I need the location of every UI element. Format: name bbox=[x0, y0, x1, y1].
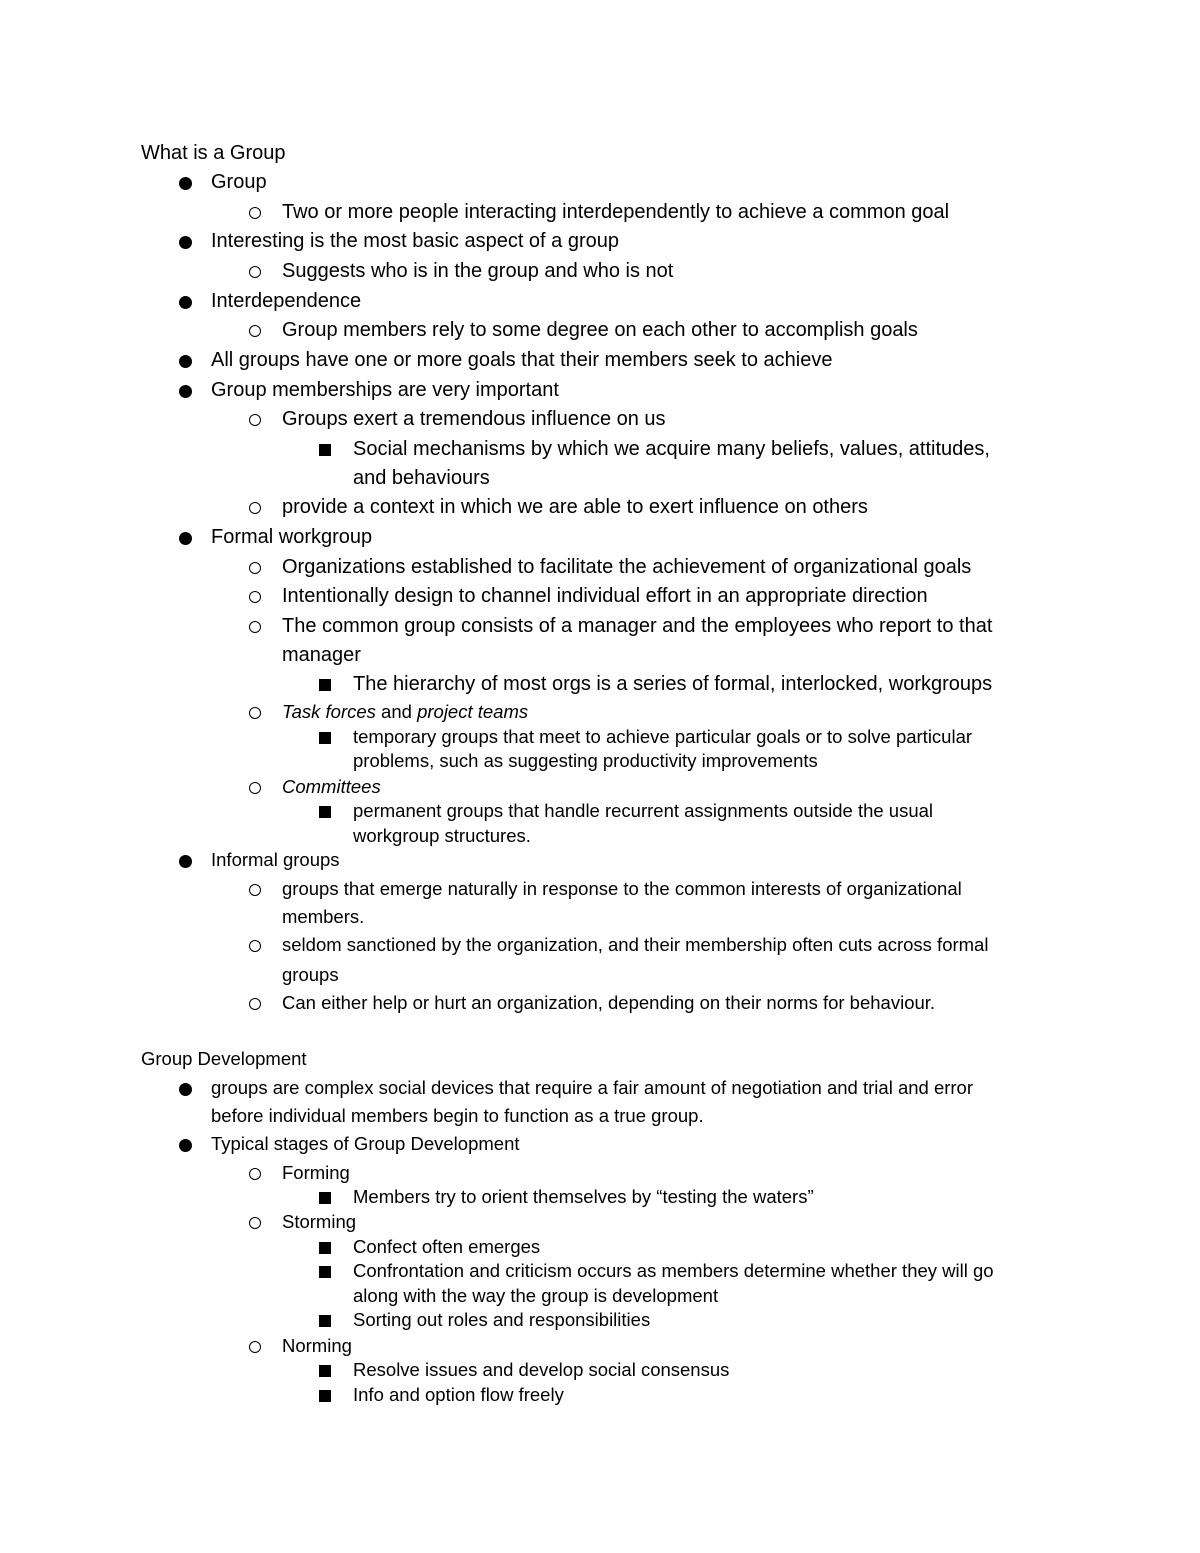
list-item: Group members rely to some degree on each other to accomplish goals bbox=[282, 319, 918, 341]
bullet-circle-icon bbox=[249, 325, 261, 337]
list-item: Forming bbox=[282, 1162, 350, 1183]
list-item: All groups have one or more goals that their members seek to achieve bbox=[211, 349, 833, 371]
list-item: The hierarchy of most orgs is a series of formal, interlocked, workgroups bbox=[353, 673, 993, 695]
bullet-disc-icon bbox=[179, 296, 192, 309]
list-item: Members try to orient themselves by “testing the waters” bbox=[353, 1186, 814, 1207]
list-item: Informal groups bbox=[211, 849, 340, 870]
bullet-circle-icon bbox=[249, 621, 261, 633]
bullet-circle-icon bbox=[249, 1217, 261, 1229]
list-item: Groups exert a tremendous influence on us bbox=[282, 408, 666, 430]
list-item: Suggests who is in the group and who is not bbox=[282, 260, 674, 282]
conjunction-text: and bbox=[375, 701, 418, 722]
bullet-square-icon bbox=[319, 1192, 331, 1204]
list-item: Intentionally design to channel individual effort in an appropriate direction bbox=[282, 585, 928, 607]
list-item: Resolve issues and develop social consensus bbox=[353, 1359, 730, 1380]
bullet-disc-icon bbox=[179, 236, 192, 249]
list-item-continuation: before individual members begin to function as a true group. bbox=[211, 1105, 704, 1126]
list-item-continuation: problems, such as suggesting productivity improvements bbox=[353, 750, 818, 771]
italic-term: Task forces bbox=[282, 701, 376, 722]
list-item: Two or more people interacting interdependently to achieve a common goal bbox=[282, 201, 950, 223]
bullet-square-icon bbox=[319, 1242, 331, 1254]
bullet-disc-icon bbox=[179, 385, 192, 398]
list-item: Interdependence bbox=[211, 290, 362, 312]
bullet-circle-icon bbox=[249, 591, 261, 603]
bullet-disc-icon bbox=[179, 1139, 192, 1152]
bullet-square-icon bbox=[319, 444, 331, 456]
list-item: groups are complex social devices that require a fair amount of negotiation and trial and error bbox=[211, 1077, 974, 1098]
list-item: Info and option flow freely bbox=[353, 1384, 564, 1405]
list-item bbox=[282, 700, 528, 724]
list-item: Typical stages of Group Development bbox=[211, 1133, 520, 1154]
list-item-continuation: along with the way the group is development bbox=[353, 1285, 719, 1306]
bullet-square-icon bbox=[319, 1266, 331, 1278]
list-item: Storming bbox=[282, 1211, 357, 1232]
list-item: Group memberships are very important bbox=[211, 379, 559, 401]
bullet-disc-icon bbox=[179, 177, 192, 190]
bullet-square-icon bbox=[319, 732, 331, 744]
bullet-disc-icon bbox=[179, 855, 192, 868]
list-item: The common group consists of a manager and the employees who report to that bbox=[282, 615, 993, 637]
list-item-continuation: members. bbox=[282, 906, 365, 927]
bullet-disc-icon bbox=[179, 355, 192, 368]
list-item: Interesting is the most basic aspect of a group bbox=[211, 230, 619, 252]
list-item: Norming bbox=[282, 1335, 352, 1356]
bullet-circle-icon bbox=[249, 782, 261, 794]
bullet-square-icon bbox=[319, 1390, 331, 1402]
bullet-disc-icon bbox=[179, 1083, 192, 1096]
bullet-circle-icon bbox=[249, 1341, 261, 1353]
italic-term: project teams bbox=[417, 701, 529, 722]
list-item: Sorting out roles and responsibilities bbox=[353, 1309, 651, 1330]
bullet-circle-icon bbox=[249, 562, 261, 574]
bullet-square-icon bbox=[319, 1365, 331, 1377]
list-item: seldom sanctioned by the organization, and their membership often cuts across formal bbox=[282, 934, 989, 955]
list-item: Social mechanisms by which we acquire many beliefs, values, attitudes, bbox=[353, 438, 990, 460]
list-item: provide a context in which we are able to exert influence on others bbox=[282, 496, 868, 518]
list-item-continuation: groups bbox=[282, 964, 339, 985]
bullet-circle-icon bbox=[249, 414, 261, 426]
list-item: Organizations established to facilitate the achievement of organizational goals bbox=[282, 556, 972, 578]
list-item-continuation: and behaviours bbox=[353, 467, 490, 489]
bullet-square-icon bbox=[319, 806, 331, 818]
bullet-square-icon bbox=[319, 679, 331, 691]
bullet-circle-icon bbox=[249, 502, 261, 514]
bullet-circle-icon bbox=[249, 884, 261, 896]
list-item-continuation: workgroup structures. bbox=[353, 825, 531, 846]
bullet-circle-icon bbox=[249, 207, 261, 219]
bullet-circle-icon bbox=[249, 998, 261, 1010]
bullet-circle-icon bbox=[249, 940, 261, 952]
bullet-circle-icon bbox=[249, 266, 261, 278]
list-item: permanent groups that handle recurrent assignments outside the usual bbox=[353, 800, 934, 821]
list-item: Formal workgroup bbox=[211, 526, 373, 548]
list-item-continuation: manager bbox=[282, 644, 361, 666]
list-item: Group bbox=[211, 171, 267, 193]
list-item: Confrontation and criticism occurs as members determine whether they will go bbox=[353, 1260, 994, 1281]
section-heading: Group Development bbox=[141, 1048, 307, 1069]
bullet-square-icon bbox=[319, 1315, 331, 1327]
bullet-circle-icon bbox=[249, 707, 261, 719]
list-item: Can either help or hurt an organization, depending on their norms for behaviour. bbox=[282, 992, 936, 1013]
bullet-disc-icon bbox=[179, 532, 192, 545]
list-item: groups that emerge naturally in response to the common interests of organizational bbox=[282, 878, 962, 899]
list-item: Committees bbox=[282, 776, 381, 797]
section-heading: What is a Group bbox=[141, 142, 286, 164]
bullet-circle-icon bbox=[249, 1168, 261, 1180]
list-item: temporary groups that meet to achieve particular goals or to solve particular bbox=[353, 726, 973, 747]
list-item: Confect often emerges bbox=[353, 1236, 541, 1257]
